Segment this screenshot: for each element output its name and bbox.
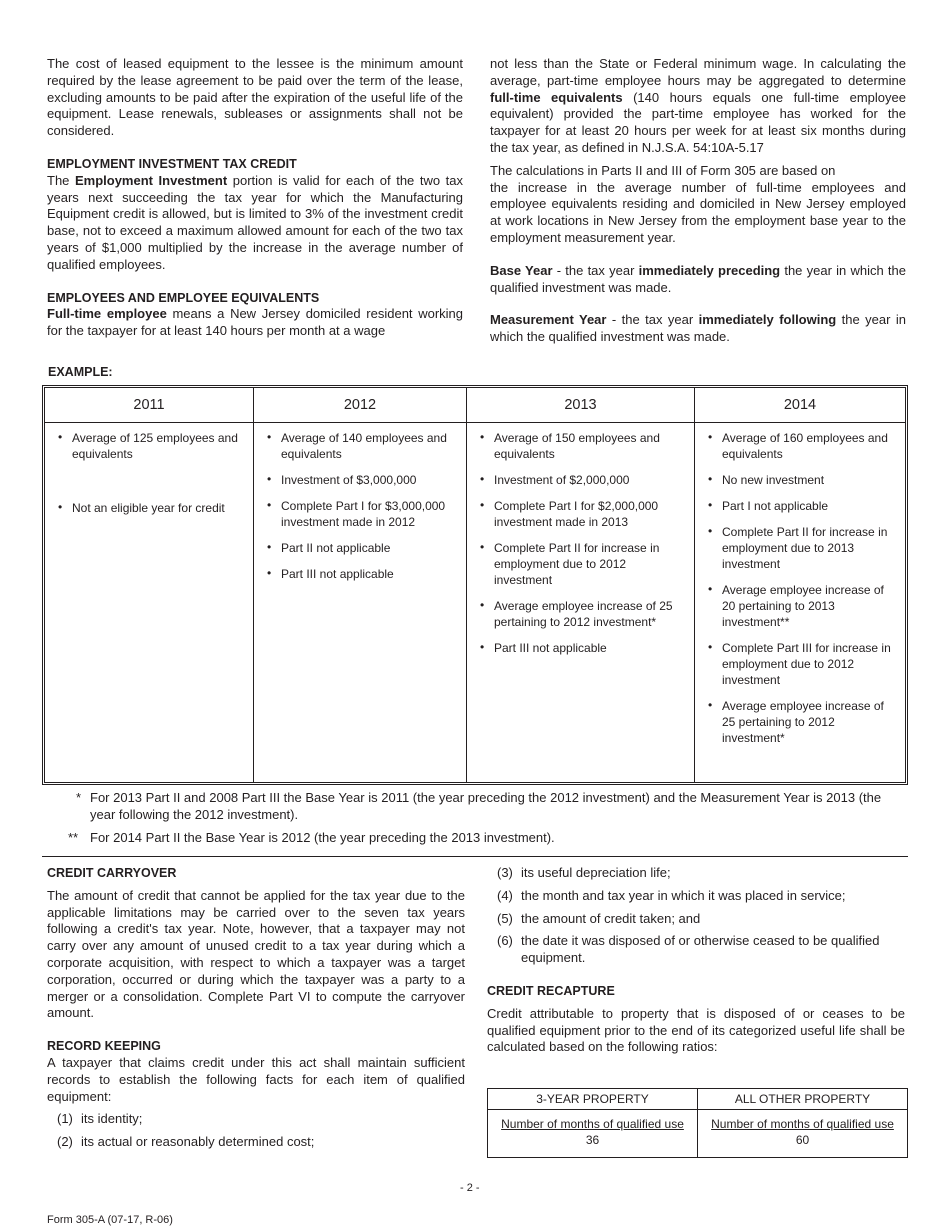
recapture-numerator: Number of months of qualified use <box>501 1117 684 1131</box>
bullet-icon: • <box>480 472 485 486</box>
bullet-icon: • <box>708 472 713 486</box>
record-keeping-heading: RECORD KEEPING <box>47 1039 161 1054</box>
form-identifier: Form 305-A (07-17, R-06) <box>47 1214 173 1226</box>
example-bullet-item <box>707 498 893 514</box>
measurement-year-term: Measurement Year <box>490 312 607 328</box>
eitc-text-bold: Employment Investment <box>74 172 228 188</box>
measurement-year-post: the year in which the qualified investment was made. <box>490 312 906 345</box>
footnote <box>48 830 898 847</box>
measurement-year-mid: - the tax year <box>606 312 699 328</box>
example-year-header: 2013 <box>467 388 694 423</box>
top-left-column <box>47 56 463 340</box>
credit-carryover-paragraph: The amount of credit that cannot be applied for the tax year due to the applicable limitations may be carried over to the seven tax years following a credit's tax year. Note, however, that a taxpayer may not carry over any amount of unused credit to a tax year during which a corporate acquisition, with respect to which a taxpayer was a target corporation, occurred or during which the taxpayer was a party to a merger or a consolidation. Complete Part VI to compute the carryover amount. <box>47 887 465 1021</box>
calculations-line1: The calculations in Parts II and III of Form 305 are based on <box>490 162 836 178</box>
bottom-right-column <box>487 865 905 1056</box>
example-column-body <box>467 423 694 656</box>
eitc-paragraph <box>47 173 463 274</box>
bullet-text: No new investment <box>722 473 825 487</box>
record-keeping-list-continued <box>487 865 905 967</box>
list-text: the amount of credit taken; and <box>521 910 701 926</box>
list-text: its actual or reasonably determined cost; <box>81 1134 315 1150</box>
footnote <box>48 790 898 824</box>
list-item <box>487 933 905 967</box>
example-column-2011 <box>45 388 254 782</box>
recapture-column-3-year <box>488 1089 697 1157</box>
bullet-text: Part III not applicable <box>281 567 394 581</box>
list-item <box>47 1134 465 1151</box>
list-number: (4) <box>497 887 513 903</box>
example-bullet-item <box>57 430 241 462</box>
bullet-text: Complete Part I for $2,000,000 investment made in 2013 <box>494 499 659 529</box>
example-column-2012 <box>254 388 467 782</box>
bullet-icon: • <box>480 640 485 654</box>
list-number: (2) <box>57 1134 73 1150</box>
list-text: its identity; <box>81 1111 143 1127</box>
example-bullet-item <box>479 472 682 488</box>
bullet-text: Investment of $2,000,000 <box>494 473 630 487</box>
bullet-text: Average employee increase of 20 pertaining to 2013 investment** <box>722 583 884 629</box>
wage-text-pre: not less than the State or Federal minimum wage. In calculating the average, part-time employee hours may be aggregated to determine <box>490 56 906 88</box>
leased-equipment-paragraph: The cost of leased equipment to the lessee is the minimum amount required by the lease agreement to be paid over the term of the lease, excluding amounts to be paid after the expiration of the useful life of the equipment. Lease renewals, subleases or assignments shall not be considered. <box>47 56 463 139</box>
bullet-text: Complete Part I for $3,000,000 investment made in 2012 <box>281 499 446 529</box>
example-bullet-item <box>266 566 454 582</box>
bullet-text: Part I not applicable <box>722 499 829 513</box>
footnote-mark: * <box>76 790 82 805</box>
bullet-icon: • <box>480 430 485 444</box>
bullet-icon: • <box>708 430 713 444</box>
measurement-year-emphasis: immediately following <box>698 312 837 328</box>
credit-recapture-paragraph: Credit attributable to property that is disposed of or ceases to be qualified equipment prior to the end of its categorized useful life shall be calculated based on the following ratios: <box>487 1005 905 1055</box>
full-time-equivalents-term: full-time equivalents <box>490 89 623 105</box>
bullet-text: Average of 140 employees and equivalents <box>281 431 447 461</box>
footnotes <box>48 790 898 852</box>
bullet-icon: • <box>267 498 272 512</box>
page-number: - 2 - <box>460 1182 480 1194</box>
bullet-icon: • <box>480 540 485 554</box>
record-keeping-paragraph: A taxpayer that claims credit under this act shall maintain sufficient records to establish the following facts for each item of qualified equipment: <box>47 1054 465 1104</box>
credit-carryover-heading: CREDIT CARRYOVER <box>47 866 177 880</box>
bullet-icon: • <box>58 500 63 514</box>
example-bullet-item <box>479 498 682 530</box>
calculations-paragraph: the increase in the average number of full-time employees and employee equivalents residing and domiciled in New Jersey employed at work locations in New Jersey from the employment base year to the employment measurement year. <box>490 179 906 245</box>
example-bullet-item <box>707 524 893 572</box>
bullet-icon: • <box>708 640 713 654</box>
list-number: (3) <box>497 865 513 880</box>
recapture-denominator: 36 <box>585 1133 600 1147</box>
example-bullet-item <box>266 540 454 556</box>
list-item <box>487 865 905 882</box>
example-bullet-item <box>707 472 893 488</box>
bullet-text: Average of 160 employees and equivalents <box>722 431 888 461</box>
base-year-paragraph <box>490 263 906 297</box>
eitc-text-post: portion is valid for each of the two tax years next succeeding the tax year for which the Manufacturing Equipment credit is allowed, but is limited to 3% of the investment credit base, not to exceed a maximum allowed amount for each of the two tax years of $1,000 multiplied by the increase in the average number of qualified employees. <box>47 172 463 272</box>
bullet-text: Average employee increase of 25 pertaining to 2012 investment* <box>494 599 673 629</box>
top-right-column <box>490 56 906 346</box>
list-number: (5) <box>497 910 513 926</box>
bullet-icon: • <box>708 524 713 538</box>
example-column-2014 <box>695 388 905 782</box>
eitc-text-pre: The <box>47 172 75 188</box>
bullet-icon: • <box>480 598 485 612</box>
bullet-icon: • <box>267 540 272 554</box>
bullet-text: Investment of $3,000,000 <box>281 473 417 487</box>
list-item <box>47 1111 465 1128</box>
bullet-text: Average of 150 employees and equivalents <box>494 431 660 461</box>
example-label: EXAMPLE: <box>48 365 113 379</box>
example-column-body <box>45 423 253 516</box>
base-year-term: Base Year <box>490 262 553 278</box>
list-number: (1) <box>57 1111 73 1127</box>
example-year-header: 2012 <box>254 388 466 423</box>
example-year-header: 2014 <box>695 388 905 423</box>
example-table <box>42 385 908 785</box>
employees-heading: EMPLOYEES AND EMPLOYEE EQUIVALENTS <box>47 290 320 305</box>
bullet-text: Complete Part II for increase in employment due to 2013 investment <box>722 525 888 571</box>
bullet-text: Part II not applicable <box>281 541 391 555</box>
example-bullet-item <box>707 430 893 462</box>
full-time-employee-term: Full-time employee <box>47 306 167 322</box>
footnote-text: For 2014 Part II the Base Year is 2012 (the year preceding the 2013 investment). <box>90 829 555 845</box>
eitc-heading: EMPLOYMENT INVESTMENT TAX CREDIT <box>47 156 297 171</box>
bullet-icon: • <box>480 498 485 512</box>
example-bullet-item <box>707 698 893 746</box>
list-text: the month and tax year in which it was placed in service; <box>521 887 846 903</box>
bullet-text: Average of 125 employees and equivalents <box>72 431 238 461</box>
example-bullet-item <box>266 472 454 488</box>
example-year-header: 2011 <box>45 388 253 423</box>
recapture-numerator: Number of months of qualified use <box>711 1117 894 1131</box>
bullet-icon: • <box>708 698 713 712</box>
measurement-year-paragraph <box>490 312 906 346</box>
recapture-column-other <box>697 1089 907 1157</box>
footnote-text: For 2013 Part II and 2008 Part III the Base Year is 2011 (the year preceding the 2012 investment) and the Measurement Year is 2013 (the year following the 2012 investment). <box>90 790 882 822</box>
example-bullet-item <box>57 500 241 516</box>
bullet-text: Complete Part III for increase in employment due to 2012 investment <box>722 641 891 687</box>
credit-recapture-heading: CREDIT RECAPTURE <box>487 983 615 998</box>
example-bullet-item <box>707 640 893 688</box>
wage-text-post: (140 hours equals one full-time employee equivalent) provided the part-time employee has worked for the taxpayer for at least 20 hours per week for at least six months during the tax year, as defined in N.J.S.A. 54:10A-5.17 <box>490 89 906 155</box>
bullet-icon: • <box>267 566 272 580</box>
base-year-post: the year in which the qualified investment was made. <box>490 262 906 295</box>
bullet-icon: • <box>267 430 272 444</box>
base-year-mid: - the tax year <box>552 262 639 278</box>
employees-text-post: means a New Jersey domiciled resident working for the taxpayer for at least 140 hours per month at a wage <box>47 306 463 339</box>
list-number: (6) <box>497 933 513 949</box>
example-bullet-item <box>266 430 454 462</box>
section-divider <box>42 856 908 857</box>
example-bullet-item <box>479 430 682 462</box>
bullet-text: Complete Part II for increase in employment due to 2012 investment <box>494 541 660 587</box>
record-keeping-list <box>47 1111 465 1151</box>
bullet-text: Part III not applicable <box>494 641 607 655</box>
bottom-left-column <box>47 865 465 1157</box>
recapture-column-header: 3-YEAR PROPERTY <box>488 1089 697 1110</box>
base-year-emphasis: immediately preceding <box>638 262 781 278</box>
footnote-mark: ** <box>68 829 79 845</box>
bullet-icon: • <box>267 472 272 486</box>
example-bullet-item <box>479 540 682 588</box>
recapture-ratio-table <box>487 1088 908 1158</box>
list-text: its useful depreciation life; <box>521 865 671 880</box>
example-column-2013 <box>467 388 695 782</box>
recapture-denominator: 60 <box>795 1133 810 1147</box>
list-text: the date it was disposed of or otherwise ceased to be qualified equipment. <box>521 933 880 966</box>
employees-paragraph <box>47 306 463 340</box>
example-bullet-item <box>479 640 682 656</box>
example-bullet-item <box>266 498 454 530</box>
bullet-icon: • <box>708 498 713 512</box>
wage-paragraph <box>490 56 906 157</box>
list-item <box>487 911 905 928</box>
bullet-text: Not an eligible year for credit <box>72 501 225 515</box>
bullet-icon: • <box>708 582 713 596</box>
bullet-icon: • <box>58 430 63 444</box>
example-bullet-item <box>479 598 682 630</box>
bullet-text: Average employee increase of 25 pertaining to 2012 investment* <box>722 699 884 745</box>
recapture-column-header: ALL OTHER PROPERTY <box>698 1089 907 1110</box>
example-bullet-item <box>707 582 893 630</box>
example-column-body <box>254 423 466 582</box>
example-column-body <box>695 423 905 746</box>
list-item <box>487 888 905 905</box>
